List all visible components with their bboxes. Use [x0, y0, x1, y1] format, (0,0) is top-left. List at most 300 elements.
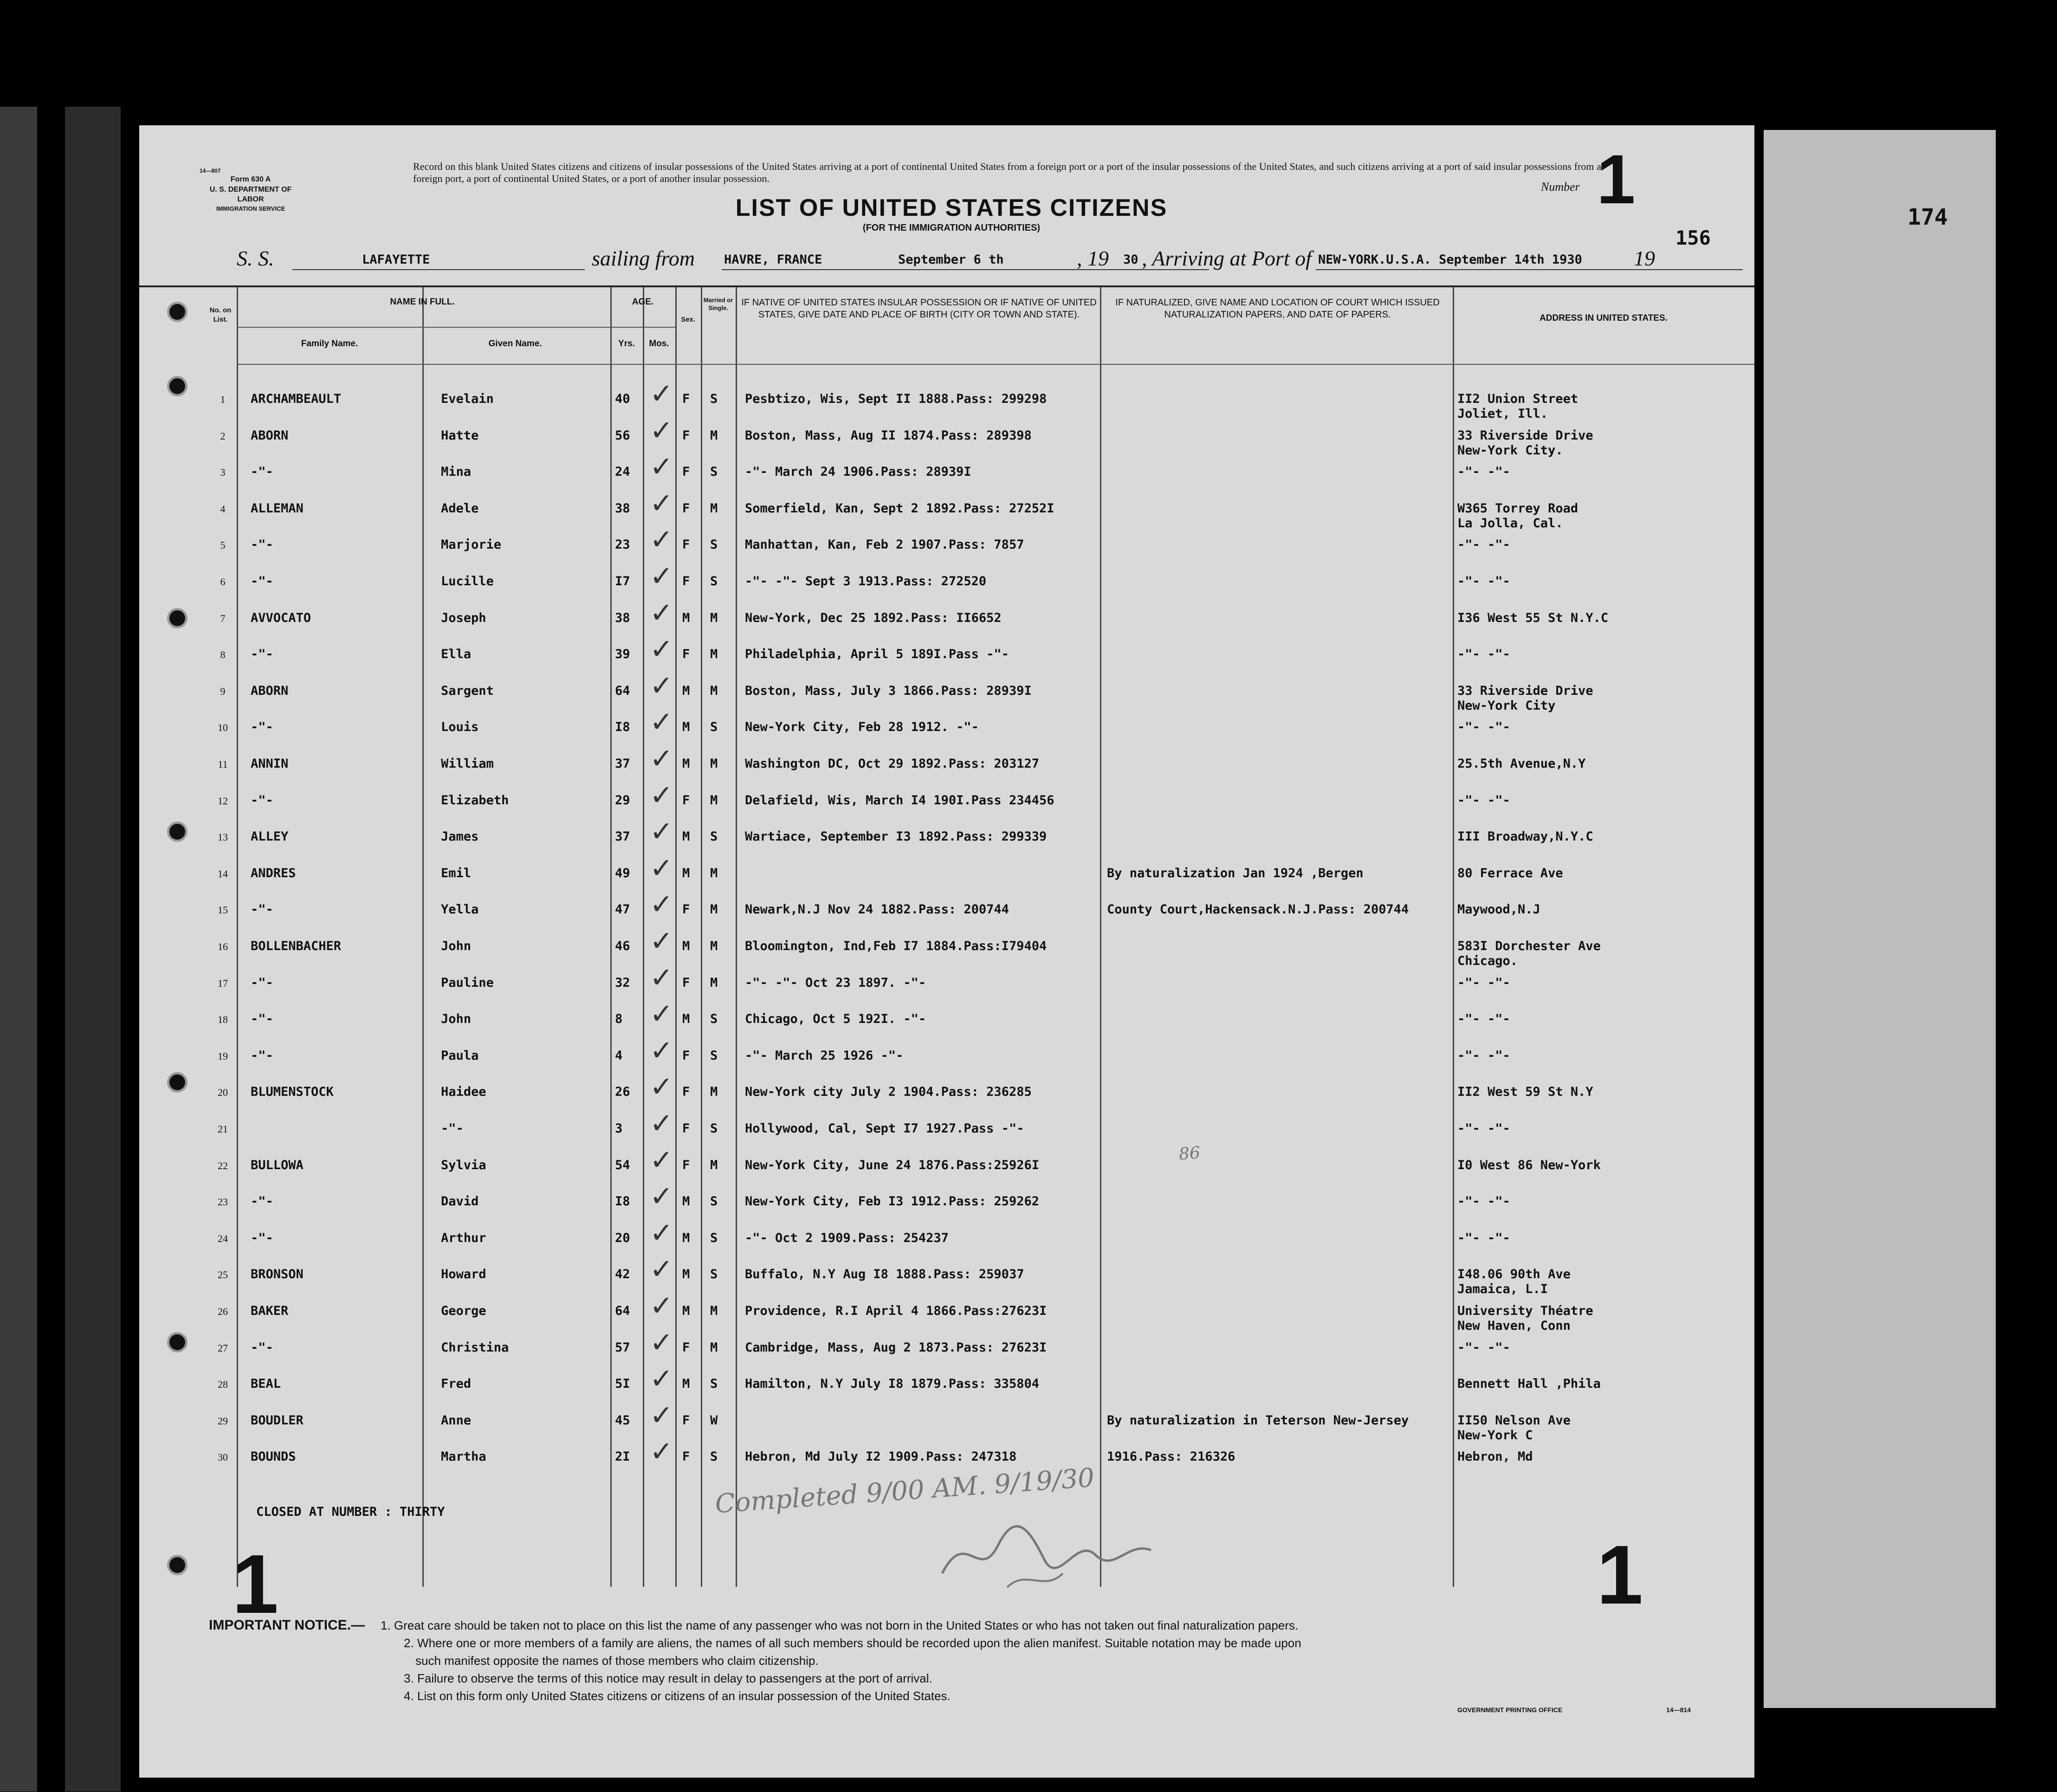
- table-row: [139, 378, 1754, 428]
- table-row: [139, 1180, 1754, 1230]
- cell-given: Anne: [441, 1413, 472, 1428]
- cell-age: 24: [615, 465, 630, 479]
- cell-family: -"-: [251, 1230, 273, 1245]
- number-label: Number: [1541, 180, 1580, 194]
- cell-no: 3: [220, 466, 226, 479]
- cell-sex: F: [682, 1158, 690, 1172]
- cell-given: Mina: [441, 465, 472, 479]
- col-header-naturalized: IF NATURALIZED, GIVE NAME AND LOCATION OF COURT WHICH ISSUED NATURALIZATION PAPERS, AND DATE OF PAPERS.: [1115, 298, 1440, 320]
- cell-family: BOUDLER: [251, 1413, 304, 1428]
- cell-addr1: I36 West 55 St N.Y.C: [1457, 610, 1609, 625]
- cell-ms: M: [710, 501, 718, 516]
- cell-sex: M: [682, 829, 690, 844]
- year-label-b: 19: [1634, 246, 1655, 270]
- cell-birth: Delafield, Wis, March I4 190I.Pass 234456: [745, 793, 1054, 808]
- table-row: [139, 852, 1754, 902]
- col-header-birth: IF NATIVE OF UNITED STATES INSULAR POSSESSION OR IF NATIVE OF UNITED STATES, GIVE DATE AND PLACE OF BIRTH (CITY OR TOWN AND STATE).: [741, 298, 1097, 320]
- cell-addr2: New-York City: [1457, 698, 1556, 713]
- cell-no: 21: [218, 1123, 228, 1135]
- cell-sex: M: [682, 757, 690, 771]
- right-page-number: 174: [1908, 204, 1948, 230]
- notice-item: such manifest opposite the names of those members who claim citizenship.: [415, 1654, 819, 1668]
- cell-addr1: -"- -"-: [1457, 537, 1510, 552]
- ship-underline: [292, 269, 585, 270]
- stamp-number: 156: [1675, 226, 1711, 249]
- cell-age: 64: [615, 683, 630, 698]
- checkmark-icon: ✓: [650, 1253, 673, 1286]
- handwritten-86: 86: [1178, 1143, 1201, 1164]
- cell-ms: M: [710, 647, 718, 662]
- table-row: [139, 1107, 1754, 1158]
- cell-given: James: [441, 829, 479, 844]
- cell-birth: New-York City, Feb I3 1912.Pass: 259262: [745, 1194, 1039, 1209]
- cell-sex: F: [682, 793, 690, 808]
- col-header-address: ADDRESS IN UNITED STATES.: [1540, 313, 1668, 323]
- cell-family: -"-: [251, 902, 273, 917]
- cell-addr1: -"- -"-: [1457, 975, 1510, 990]
- checkmark-icon: ✓: [650, 779, 673, 812]
- cell-birth: New-York city July 2 1904.Pass: 236285: [745, 1085, 1032, 1100]
- cell-family: ABORN: [251, 683, 289, 698]
- cell-addr1: 583I Dorchester Ave: [1457, 939, 1601, 953]
- list-number: 1: [1597, 140, 1636, 218]
- cell-family: ANNIN: [251, 757, 289, 771]
- signature-scribble: [938, 1518, 1160, 1592]
- checkmark-icon: ✓: [650, 1180, 673, 1213]
- form-department: U. S. DEPARTMENT OF LABOR: [209, 185, 292, 204]
- checkmark-icon: ✓: [650, 1071, 673, 1104]
- cell-age: 23: [615, 537, 630, 552]
- cell-ms: S: [710, 465, 718, 479]
- cell-given: Adele: [441, 501, 479, 516]
- cell-birth: -"- Oct 2 1909.Pass: 254237: [745, 1230, 949, 1245]
- cell-given: -"-: [441, 1121, 464, 1136]
- notice-item: 2. Where one or more members of a family are aliens, the names of all such members should be recorded upon the alien manifest. Suitable notation may be made upon: [404, 1636, 1301, 1650]
- table-row: [139, 451, 1754, 501]
- cell-family: -"-: [251, 1340, 273, 1355]
- checkmark-icon: ✓: [650, 451, 673, 484]
- form-number: Form 630 A: [230, 175, 271, 184]
- cell-birth: -"- -"- Oct 23 1897. -"-: [745, 975, 926, 990]
- cell-addr1: II50 Nelson Ave: [1457, 1413, 1571, 1428]
- cell-age: 37: [615, 757, 630, 771]
- table-row: [139, 925, 1754, 975]
- cell-sex: M: [682, 610, 690, 625]
- cell-addr1: 33 Riverside Drive: [1457, 683, 1593, 698]
- cell-birth: -"- March 25 1926 -"-: [745, 1048, 904, 1063]
- form-small-code: 14—807: [200, 168, 221, 174]
- cell-sex: F: [682, 647, 690, 662]
- cell-no: 23: [218, 1196, 228, 1208]
- cell-family: BOLLENBACHER: [251, 939, 342, 953]
- cell-addr1: III Broadway,N.Y.C: [1457, 829, 1593, 844]
- cell-addr1: -"- -"-: [1457, 647, 1510, 662]
- manifest-page: [139, 125, 1754, 1778]
- cell-family: BLUMENSTOCK: [251, 1085, 334, 1100]
- cell-ms: M: [710, 902, 718, 917]
- cell-age: 29: [615, 793, 630, 808]
- cell-ms: S: [710, 1230, 718, 1245]
- cell-age: 32: [615, 975, 630, 990]
- cell-no: 13: [218, 831, 228, 843]
- cell-ms: M: [710, 428, 718, 443]
- form-subtitle: (FOR THE IMMIGRATION AUTHORITIES): [862, 223, 1041, 233]
- cell-ms: S: [710, 829, 718, 844]
- cell-no: 17: [218, 977, 228, 989]
- cell-age: 26: [615, 1085, 630, 1100]
- table-row: [139, 779, 1754, 829]
- cell-nat: By naturalization in Teterson New-Jersey: [1107, 1413, 1409, 1428]
- cell-ms: M: [710, 1340, 718, 1355]
- cell-no: 4: [220, 503, 226, 515]
- table-row: [139, 1290, 1754, 1340]
- cell-ms: S: [710, 1449, 718, 1464]
- cell-given: Howard: [441, 1267, 486, 1282]
- cell-no: 7: [220, 612, 226, 624]
- col-header-yrs: Yrs.: [618, 339, 635, 349]
- checkmark-icon: ✓: [650, 1399, 673, 1432]
- cell-no: 28: [218, 1378, 228, 1391]
- cell-addr2: La Jolla, Cal.: [1457, 516, 1563, 530]
- cell-family: -"-: [251, 720, 273, 735]
- cell-ms: M: [710, 757, 718, 771]
- cell-ms: S: [710, 1048, 718, 1063]
- cell-addr2: New Haven, Conn: [1457, 1319, 1571, 1333]
- checkmark-icon: ✓: [650, 743, 673, 775]
- table-row: [139, 743, 1754, 793]
- cell-addr1: 80 Ferrace Ave: [1457, 866, 1563, 880]
- cell-age: 40: [615, 392, 630, 406]
- checkmark-icon: ✓: [650, 633, 673, 666]
- cell-given: Evelain: [441, 392, 494, 406]
- cell-sex: F: [682, 1048, 690, 1063]
- cell-family: -"-: [251, 793, 273, 808]
- checkmark-icon: ✓: [650, 1363, 673, 1396]
- header-bottom: [237, 364, 1754, 365]
- notice-item: 4. List on this form only United States citizens or citizens of an insular possession of the United States.: [404, 1689, 951, 1703]
- cell-age: 46: [615, 939, 630, 953]
- gpo-imprint: GOVERNMENT PRINTING OFFICE: [1457, 1706, 1563, 1714]
- cell-no: 27: [218, 1342, 228, 1354]
- cell-no: 20: [218, 1087, 228, 1099]
- table-row: [139, 633, 1754, 683]
- cell-age: 38: [615, 610, 630, 625]
- cell-family: ARCHAMBEAULT: [251, 392, 342, 406]
- cell-ms: S: [710, 1267, 718, 1282]
- cell-birth: Boston, Mass, July 3 1866.Pass: 28939I: [745, 683, 1032, 698]
- cell-no: 24: [218, 1232, 228, 1244]
- cell-age: 4: [615, 1048, 623, 1063]
- cell-birth: New-York, Dec 25 1892.Pass: II6652: [745, 610, 1002, 625]
- checkmark-icon: ✓: [650, 961, 673, 994]
- left-page-edge: [0, 107, 37, 1792]
- checkmark-icon: ✓: [650, 998, 673, 1031]
- cell-family: ANDRES: [251, 866, 296, 880]
- col-header-married: Married or Single.: [703, 297, 733, 311]
- cell-no: 16: [218, 941, 228, 952]
- cell-given: Haidee: [441, 1085, 486, 1100]
- cell-family: ABORN: [251, 428, 289, 443]
- cell-family: ALLEMAN: [251, 501, 304, 516]
- cell-birth: Bloomington, Ind,Feb I7 1884.Pass:I79404: [745, 939, 1047, 953]
- cell-no: 18: [218, 1014, 228, 1026]
- cell-given: Pauline: [441, 975, 494, 990]
- cell-no: 8: [220, 649, 226, 661]
- cell-birth: Wartiace, September I3 1892.Pass: 299339: [745, 829, 1047, 844]
- cell-given: David: [441, 1194, 479, 1209]
- cell-birth: Chicago, Oct 5 192I. -"-: [745, 1012, 926, 1027]
- cell-sex: M: [682, 720, 690, 735]
- form-instructions: Record on this blank United States citizens and citizens of insular possessions of the United States arriving at a port of continental United States from a foreign port or a port of the insular possessions of the United States, and such citizens arriving at a port of said insular possessions from a foreign port, a port of continental United States, or a port of another insular possession.: [413, 161, 1601, 185]
- cell-sex: F: [682, 465, 690, 479]
- checkmark-icon: ✓: [650, 414, 673, 447]
- cell-birth: Somerfield, Kan, Sept 2 1892.Pass: 27252I: [745, 501, 1054, 516]
- cell-sex: M: [682, 1304, 690, 1318]
- cell-birth: Hollywood, Cal, Sept I7 1927.Pass -"-: [745, 1121, 1024, 1136]
- cell-addr2: New-York City.: [1457, 443, 1563, 458]
- cell-age: 57: [615, 1340, 630, 1355]
- cell-age: 64: [615, 1304, 630, 1318]
- table-row: [139, 487, 1754, 537]
- checkmark-icon: ✓: [650, 669, 673, 702]
- checkmark-icon: ✓: [650, 1290, 673, 1322]
- cell-sex: F: [682, 1413, 690, 1428]
- cell-addr1: -"- -"-: [1457, 793, 1510, 808]
- cell-age: 42: [615, 1267, 630, 1282]
- cell-family: ALLEY: [251, 829, 289, 844]
- cell-no: 12: [218, 795, 228, 807]
- cell-age: 37: [615, 829, 630, 844]
- cell-addr1: -"- -"-: [1457, 1121, 1510, 1136]
- notice-item: 3. Failure to observe the terms of this notice may result in delay to passengers at the port of arrival.: [404, 1671, 932, 1685]
- cell-given: Sylvia: [441, 1158, 486, 1172]
- port-from: HAVRE, FRANCE: [724, 252, 822, 267]
- cell-family: BULLOWA: [251, 1158, 304, 1172]
- cell-ms: M: [710, 793, 718, 808]
- cell-no: 19: [218, 1050, 228, 1062]
- cell-sex: F: [682, 1449, 690, 1464]
- port-to-underline: [1316, 269, 1743, 270]
- cell-given: George: [441, 1304, 486, 1318]
- cell-no: 30: [218, 1451, 228, 1463]
- col-header-family: Family Name.: [301, 339, 358, 349]
- cell-age: I8: [615, 1194, 630, 1209]
- cell-no: 2: [220, 430, 226, 442]
- cell-age: 2I: [615, 1449, 630, 1464]
- cell-sex: F: [682, 574, 690, 589]
- cell-family: AVVOCATO: [251, 610, 311, 625]
- cell-age: 47: [615, 902, 630, 917]
- table-row: [139, 1071, 1754, 1121]
- date-from: September 6 th: [898, 252, 1004, 267]
- cell-age: 45: [615, 1413, 630, 1428]
- cell-sex: F: [682, 902, 690, 917]
- table-row: [139, 1216, 1754, 1267]
- cell-nat: County Court,Hackensack.N.J.Pass: 200744: [1107, 902, 1409, 917]
- cell-no: 14: [218, 867, 228, 880]
- cell-addr1: University Théatre: [1457, 1304, 1593, 1318]
- checkmark-icon: ✓: [650, 888, 673, 921]
- cell-age: 38: [615, 501, 630, 516]
- table-row: [139, 706, 1754, 756]
- cell-family: -"-: [251, 537, 273, 552]
- cell-no: 1: [220, 394, 226, 405]
- cell-sex: M: [682, 1377, 690, 1391]
- cell-age: 56: [615, 428, 630, 443]
- cell-addr1: 25.5th Avenue,N.Y: [1457, 757, 1586, 771]
- cell-sex: M: [682, 1012, 690, 1027]
- cell-ms: M: [710, 683, 718, 698]
- cell-given: Elizabeth: [441, 793, 509, 808]
- cell-family: BAKER: [251, 1304, 289, 1318]
- cell-addr1: -"- -"-: [1457, 1012, 1510, 1027]
- cell-sex: M: [682, 1267, 690, 1282]
- cell-given: Lucille: [441, 574, 494, 589]
- cell-family: -"-: [251, 1012, 273, 1027]
- cell-sex: F: [682, 428, 690, 443]
- table-row: [139, 1363, 1754, 1413]
- cell-given: Martha: [441, 1449, 486, 1464]
- cell-age: 3: [615, 1121, 623, 1136]
- cell-addr1: -"- -"-: [1457, 574, 1510, 589]
- cell-birth: Buffalo, N.Y Aug I8 1888.Pass: 259037: [745, 1267, 1024, 1282]
- table-row: [139, 1034, 1754, 1085]
- cell-ms: M: [710, 975, 718, 990]
- cell-no: 10: [218, 722, 228, 734]
- cell-given: John: [441, 939, 472, 953]
- col-header-mos: Mos.: [649, 339, 669, 349]
- cell-given: William: [441, 757, 494, 771]
- col-header-given: Given Name.: [488, 339, 542, 349]
- cell-given: Sargent: [441, 683, 494, 698]
- cell-birth: Philadelphia, April 5 189I.Pass -"-: [745, 647, 1009, 662]
- cell-age: 8: [615, 1012, 623, 1027]
- cell-sex: M: [682, 866, 690, 880]
- cell-no: 29: [218, 1415, 228, 1427]
- table-row: [139, 1399, 1754, 1449]
- cell-sex: F: [682, 501, 690, 516]
- checkmark-icon: ✓: [650, 925, 673, 957]
- cell-sex: F: [682, 1085, 690, 1100]
- cell-addr2: New-York C: [1457, 1428, 1533, 1443]
- year-a: 30: [1123, 252, 1138, 267]
- table-row: [139, 815, 1754, 866]
- form-service: IMMIGRATION SERVICE: [216, 205, 285, 212]
- cell-birth: -"- March 24 1906.Pass: 28939I: [745, 465, 971, 479]
- cell-birth: -"- -"- Sept 3 1913.Pass: 272520: [745, 574, 987, 589]
- cell-addr1: Bennett Hall ,Phila: [1457, 1377, 1601, 1391]
- cell-family: -"-: [251, 1048, 273, 1063]
- cell-no: 26: [218, 1306, 228, 1317]
- cell-no: 22: [218, 1159, 228, 1171]
- table-row: [139, 560, 1754, 610]
- cell-ms: M: [710, 939, 718, 953]
- cell-birth: New-York City, June 24 1876.Pass:25926I: [745, 1158, 1039, 1172]
- cell-birth: New-York City, Feb 28 1912. -"-: [745, 720, 979, 735]
- cell-given: Arthur: [441, 1230, 486, 1245]
- cell-birth: Cambridge, Mass, Aug 2 1873.Pass: 27623I: [745, 1340, 1047, 1355]
- cell-given: Emil: [441, 866, 472, 880]
- cell-given: Joseph: [441, 610, 486, 625]
- cell-age: 54: [615, 1158, 630, 1172]
- checkmark-icon: ✓: [650, 1107, 673, 1140]
- bottom-right-number: 1: [1597, 1528, 1643, 1622]
- cell-nat: By naturalization Jan 1924 ,Bergen: [1107, 866, 1364, 880]
- cell-no: 11: [218, 758, 228, 770]
- cell-birth: Hebron, Md July I2 1909.Pass: 247318: [745, 1449, 1017, 1464]
- ss-label: S. S.: [237, 246, 274, 270]
- cell-ms: W: [710, 1413, 718, 1428]
- form-title: LIST OF UNITED STATES CITIZENS: [735, 194, 1168, 221]
- cell-ms: S: [710, 392, 718, 406]
- cell-addr1: -"- -"-: [1457, 1230, 1510, 1245]
- handwritten-completed: Completed 9/00 AM. 9/19/30: [714, 1462, 1095, 1520]
- checkmark-icon: ✓: [650, 560, 673, 593]
- cell-sex: F: [682, 537, 690, 552]
- table-row: [139, 669, 1754, 720]
- cell-nat: 1916.Pass: 216326: [1107, 1449, 1235, 1464]
- cell-family: -"-: [251, 647, 273, 662]
- table-row: [139, 524, 1754, 574]
- cell-sex: F: [682, 975, 690, 990]
- checkmark-icon: ✓: [650, 524, 673, 556]
- arriving-label: , Arriving at Port of: [1142, 246, 1312, 270]
- cell-addr1: -"- -"-: [1457, 1340, 1510, 1355]
- cell-addr2: Joliet, Ill.: [1457, 407, 1548, 421]
- passenger-table: [139, 285, 1754, 1587]
- cell-family: -"-: [251, 465, 273, 479]
- cell-age: I8: [615, 720, 630, 735]
- cell-addr1: I0 West 86 New-York: [1457, 1158, 1601, 1172]
- cell-family: -"-: [251, 975, 273, 990]
- col-header-no: No. on List.: [209, 306, 232, 323]
- cell-sex: F: [682, 1121, 690, 1136]
- table-row: [139, 1253, 1754, 1303]
- cell-no: 25: [218, 1269, 228, 1281]
- cell-ms: S: [710, 1121, 718, 1136]
- table-row: [139, 888, 1754, 938]
- cell-given: Marjorie: [441, 537, 502, 552]
- cell-family: BEAL: [251, 1377, 281, 1391]
- cell-given: Paula: [441, 1048, 479, 1063]
- cell-addr1: Hebron, Md: [1457, 1449, 1533, 1464]
- cell-given: Fred: [441, 1377, 472, 1391]
- cell-sex: M: [682, 939, 690, 953]
- checkmark-icon: ✓: [650, 706, 673, 739]
- cell-sex: F: [682, 392, 690, 406]
- cell-addr1: -"- -"-: [1457, 1194, 1510, 1209]
- notice-item: 1. Great care should be taken not to place on this list the name of any passenger who was not born in the United States or who has not taken out final naturalization papers.: [381, 1618, 1299, 1632]
- voyage-line: [139, 246, 1754, 274]
- cell-addr2: Chicago.: [1457, 954, 1518, 968]
- left-page-edge-inner: [65, 107, 121, 1792]
- cell-addr1: 33 Riverside Drive: [1457, 428, 1593, 443]
- cell-sex: M: [682, 1230, 690, 1245]
- cell-sex: F: [682, 1340, 690, 1355]
- cell-birth: Providence, R.I April 4 1866.Pass:27623I: [745, 1304, 1047, 1318]
- cell-sex: M: [682, 1194, 690, 1209]
- checkmark-icon: ✓: [650, 1144, 673, 1177]
- cell-birth: Washington DC, Oct 29 1892.Pass: 203127: [745, 757, 1039, 771]
- year-label-a: , 19: [1077, 246, 1109, 270]
- cell-age: 49: [615, 866, 630, 880]
- cell-birth: Boston, Mass, Aug II 1874.Pass: 289398: [745, 428, 1032, 443]
- cell-no: 5: [220, 539, 226, 551]
- gpo-code: 14—814: [1666, 1706, 1691, 1714]
- cell-addr1: Maywood,N.J: [1457, 902, 1540, 917]
- cell-age: 39: [615, 647, 630, 662]
- checkmark-icon: ✓: [650, 378, 673, 410]
